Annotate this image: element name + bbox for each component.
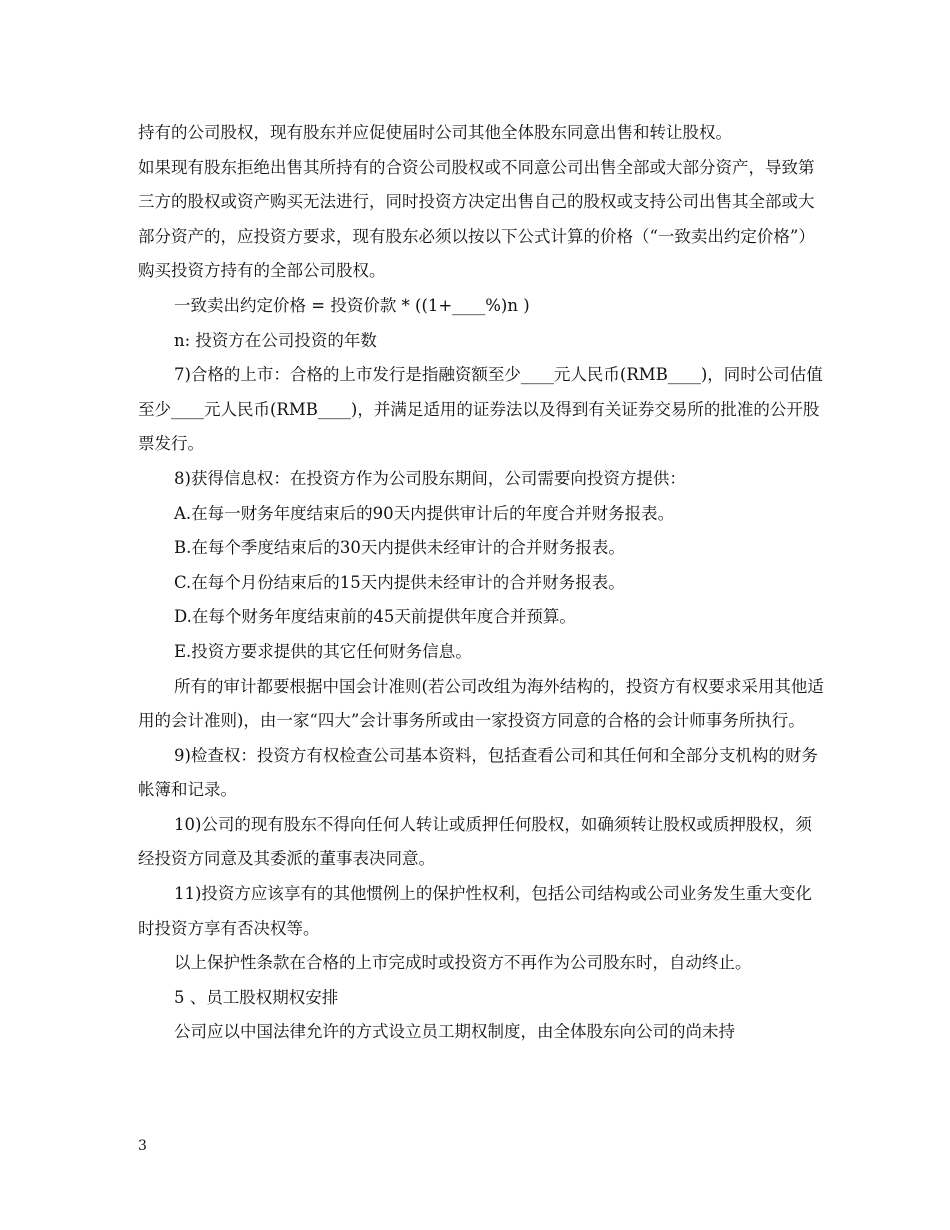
clause-9-inspection-rights: 9)检查权：投资方有权检查公司基本资料，包括查看公司和其任何和全部分支机构的财务帐簿和记录。 xyxy=(138,745,818,800)
clause-8-item-d: D.在每个财务年度结束前的45天前提供年度合并预算。 xyxy=(174,607,576,627)
section-heading-employee-options: 5 、员工股权期权安排 xyxy=(174,987,339,1007)
clause-10-transfer-restriction: 10)公司的现有股东不得向任何人转让或质押任何股权，如确须转让股权或质押股权，须经投资方同意及其委派的董事表决同意。 xyxy=(138,814,812,869)
clause-11-protective-rights: 11)投资方应该享有的其他惯例上的保护性权利，包括公司结构或公司业务发生重大变化时投资方享有否决权等。 xyxy=(138,884,812,938)
clause-7-qualified-listing: 7)合格的上市：合格的上市发行是指融资额至少____元人民币(RMB____)，同时公司估值至少____元人民币(RMB____)，并满足适用的证券法以及得到有关证券交易所的批准的公开股票发行。 xyxy=(138,365,823,454)
audit-paragraph: 所有的审计都要根据中国会计准则(若公司改组为海外结构的，投资方有权要求采用其他适用的会计准则)，由一家“四大”会计事务所或由一家投资方同意的合格的会计师事务所执行。 xyxy=(138,676,824,731)
paragraph-1: 持有的公司股权，现有股东并应促使届时公司其他全体股东同意出售和转让股权。 xyxy=(138,123,732,142)
paragraph-2: 如果现有股东拒绝出售其所持有的合资公司股权或不同意公司出售全部或大部分资产，导致第三方的股权或资产购买无法进行，同时投资方决定出售自己的股权或支持公司出售其全部或大部分资产的，应投资方要求，现有股东必须以按以下公式计算的价格（“一致卖出约定价格”）购买投资方持有的全部公司股权。 xyxy=(138,157,815,281)
formula-note: n: 投资方在公司投资的年数 xyxy=(174,330,377,350)
clause-8-item-a: A.在每一财务年度结束后的90天内提供审计后的年度合并财务报表。 xyxy=(174,503,675,523)
page-number: 3 xyxy=(138,1138,147,1154)
clause-8-item-e: E.投资方要求提供的其它任何财务信息。 xyxy=(174,641,472,661)
clause-8-item-c: C.在每个月份结束后的15天内提供未经审计的合并财务报表。 xyxy=(174,572,625,592)
clause-8-item-b: B.在每个季度结束后的30天内提供未经审计的合并财务报表。 xyxy=(174,538,625,558)
employee-options-paragraph: 公司应以中国法律允许的方式设立员工期权制度，由全体股东向公司的尚未持 xyxy=(174,1022,735,1042)
clause-8-information-rights: 8)获得信息权：在投资方作为公司股东期间，公司需要向投资方提供： xyxy=(174,468,686,488)
document-body xyxy=(138,116,828,1050)
formula-line: 一致卖出约定价格 = 投资价款 * ((1+____%)n ) xyxy=(174,295,530,315)
termination-paragraph: 以上保护性条款在合格的上市完成时或投资方不再作为公司股东时，自动终止。 xyxy=(174,953,752,973)
